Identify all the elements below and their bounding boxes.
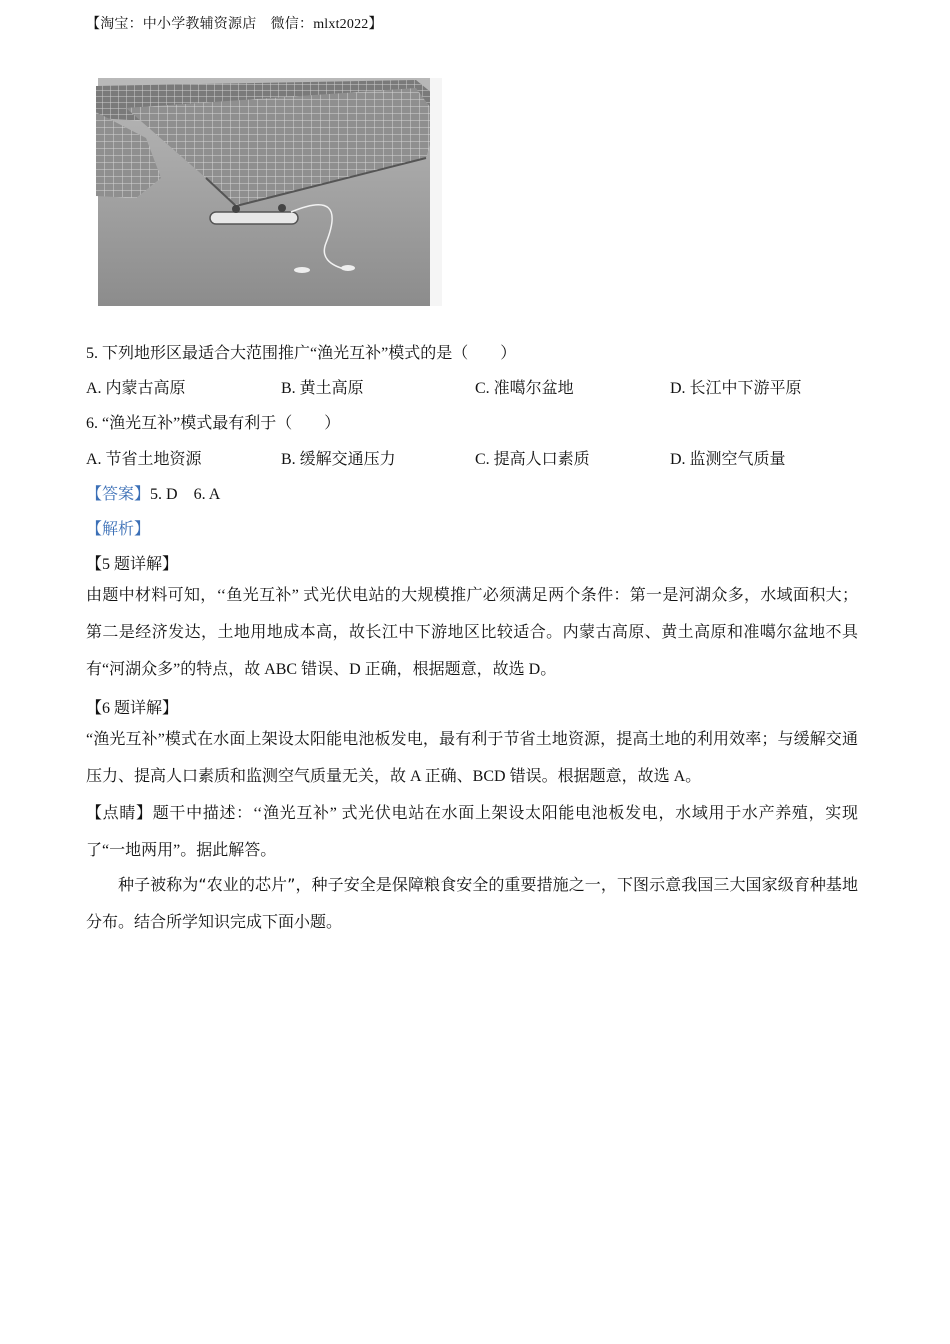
detail6-label: 【6 题详解】 [86,700,179,717]
fishery-solar-photo [86,78,442,306]
detail6-text: “渔光互补”模式在水面上架设太阳能电池板发电，最有利于节省土地资源，提高土地的利用效率；与缓解交通压力、提高人口素质和监测空气质量无关，故 A 正确、BCD 错误。根据题意，故选 A。 [86,731,858,785]
tip-text: 题干中描述：‘‘渔光互补” 式光伏电站在水面上架设太阳能电池板发电，水域用于水产养殖，实现了“一地两用”。据此解答。 [86,805,858,859]
header-watermark: 【淘宝：中小学教辅资源店 微信：mlxt2022】 [86,17,383,32]
next-material-text: 种子被称为“农业的芯片”，种子安全是保障粮食安全的重要措施之一，下图示意我国三大国家级育种基地分布。结合所学知识完成下面小题。 [86,875,858,931]
q5-option-c[interactable]: C. 准噶尔盆地 [475,380,574,397]
q5-option-d[interactable]: D. 长江中下游平原 [670,380,802,397]
tip-label: 【点睛】 [86,805,153,822]
answer-line [86,481,220,504]
q5-option-b[interactable]: B. 黄土高原 [281,380,364,397]
q6-stem: 6. “渔光互补”模式最有利于（ ） [86,415,341,432]
q6-option-c[interactable]: C. 提高人口素质 [475,451,590,468]
answer-text: 5. D 6. A [150,486,221,503]
q6-option-b[interactable]: B. 缓解交通压力 [281,451,396,468]
q5-stem: 5. 下列地形区最适合大范围推广“渔光互补”模式的是（ ） [86,345,517,362]
q5-option-a[interactable]: A. 内蒙古高原 [86,380,186,397]
answer-label: 【答案】 [86,486,151,503]
analysis-label: 【解析】 [86,521,151,538]
detail5-label: 【5 题详解】 [86,556,179,573]
q6-option-d[interactable]: D. 监测空气质量 [670,451,786,468]
q6-option-a[interactable]: A. 节省土地资源 [86,451,202,468]
detail5-text: 由题中材料可知，‘‘鱼光互补” 式光伏电站的大规模推广必须满足两个条件：第一是河湖众多，水域面积大；第二是经济发达，土地用地成本高，故长江中下游地区比较适合。内蒙古高原、黄土高原和准噶尔盆地不具有“河湖众多”的特点，故 ABC 错误、D 正确，根据题意，故选 D。 [86,587,858,678]
tip-paragraph [86,795,858,869]
